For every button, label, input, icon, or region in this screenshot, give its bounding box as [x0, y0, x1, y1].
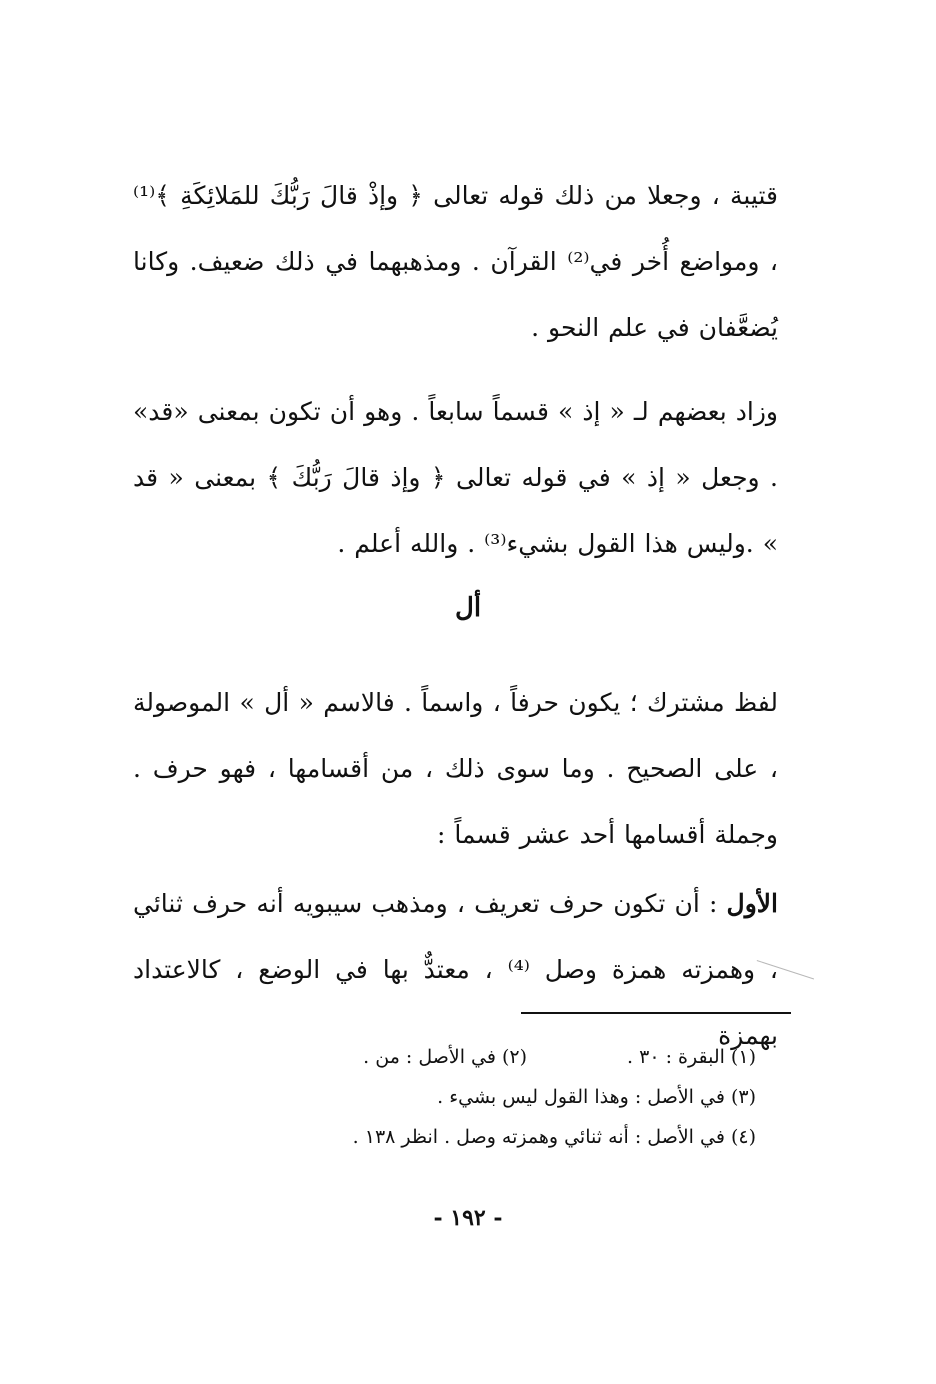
paragraph-2: وزاد بعضهم لـ « إذ » قسماً سابعاً . وهو أن تكون بمعنى «قد» . وجعل « إذ » في قوله تعالى ﴿ وإذ قالَ رَبُّكَ ﴾ بمعنى « قد » .وليس هذا القول بشيء⁽³⁾ . والله أعلم .	[133, 397, 778, 558]
footnotes	[276, 1037, 756, 1157]
paragraph-1: قتيبة ، وجعلا من ذلك قوله تعالى ﴿ وإذْ قالَ رَبُّكَ للمَلائِكَةِ ﴾⁽¹⁾ ، ومواضع أُخر في⁽²⁾ القرآن . ومذهبهما في ذلك ضعيف. وكانا يُضعَّفان في علم النحو .	[133, 181, 778, 342]
paragraph-4-text: : أن تكون حرف تعريف ، ومذهب سيبويه أنه حرف ثنائي ، وهمزته همزة وصل ⁽⁴⁾ ، معتدٌّ بها في الوضع ، كالاعتداد بهمزة	[133, 889, 778, 1050]
page-number: - ١٩٢ -	[433, 1205, 503, 1231]
paragraph-4-lead: الأول	[726, 889, 778, 918]
footnote-1: (١) البقرة : ٣٠ .	[627, 1046, 756, 1068]
footnote-row-1	[276, 1037, 756, 1077]
footnote-separator	[521, 1012, 791, 1014]
footnote-2: (٢) في الأصل : من .	[363, 1046, 528, 1068]
footnote-row-4	[276, 1117, 756, 1157]
footnote-3: (٣) في الأصل : وهذا القول ليس بشيء .	[437, 1086, 756, 1108]
footnote-4: (٤) في الأصل : أنه ثنائي وهمزته وصل . انظر ١٣٨ .	[352, 1126, 756, 1148]
paragraph-3: لفظ مشترك ؛ يكون حرفاً ، واسماً . فالاسم « أل » الموصولة ، على الصحيح . وما سوى ذلك ، من أقسامها ، فهو حرف . وجملة أقسامها أحد عشر قسماً :	[133, 688, 778, 849]
section-heading: أل	[454, 593, 482, 623]
footnote-row-3	[276, 1077, 756, 1117]
